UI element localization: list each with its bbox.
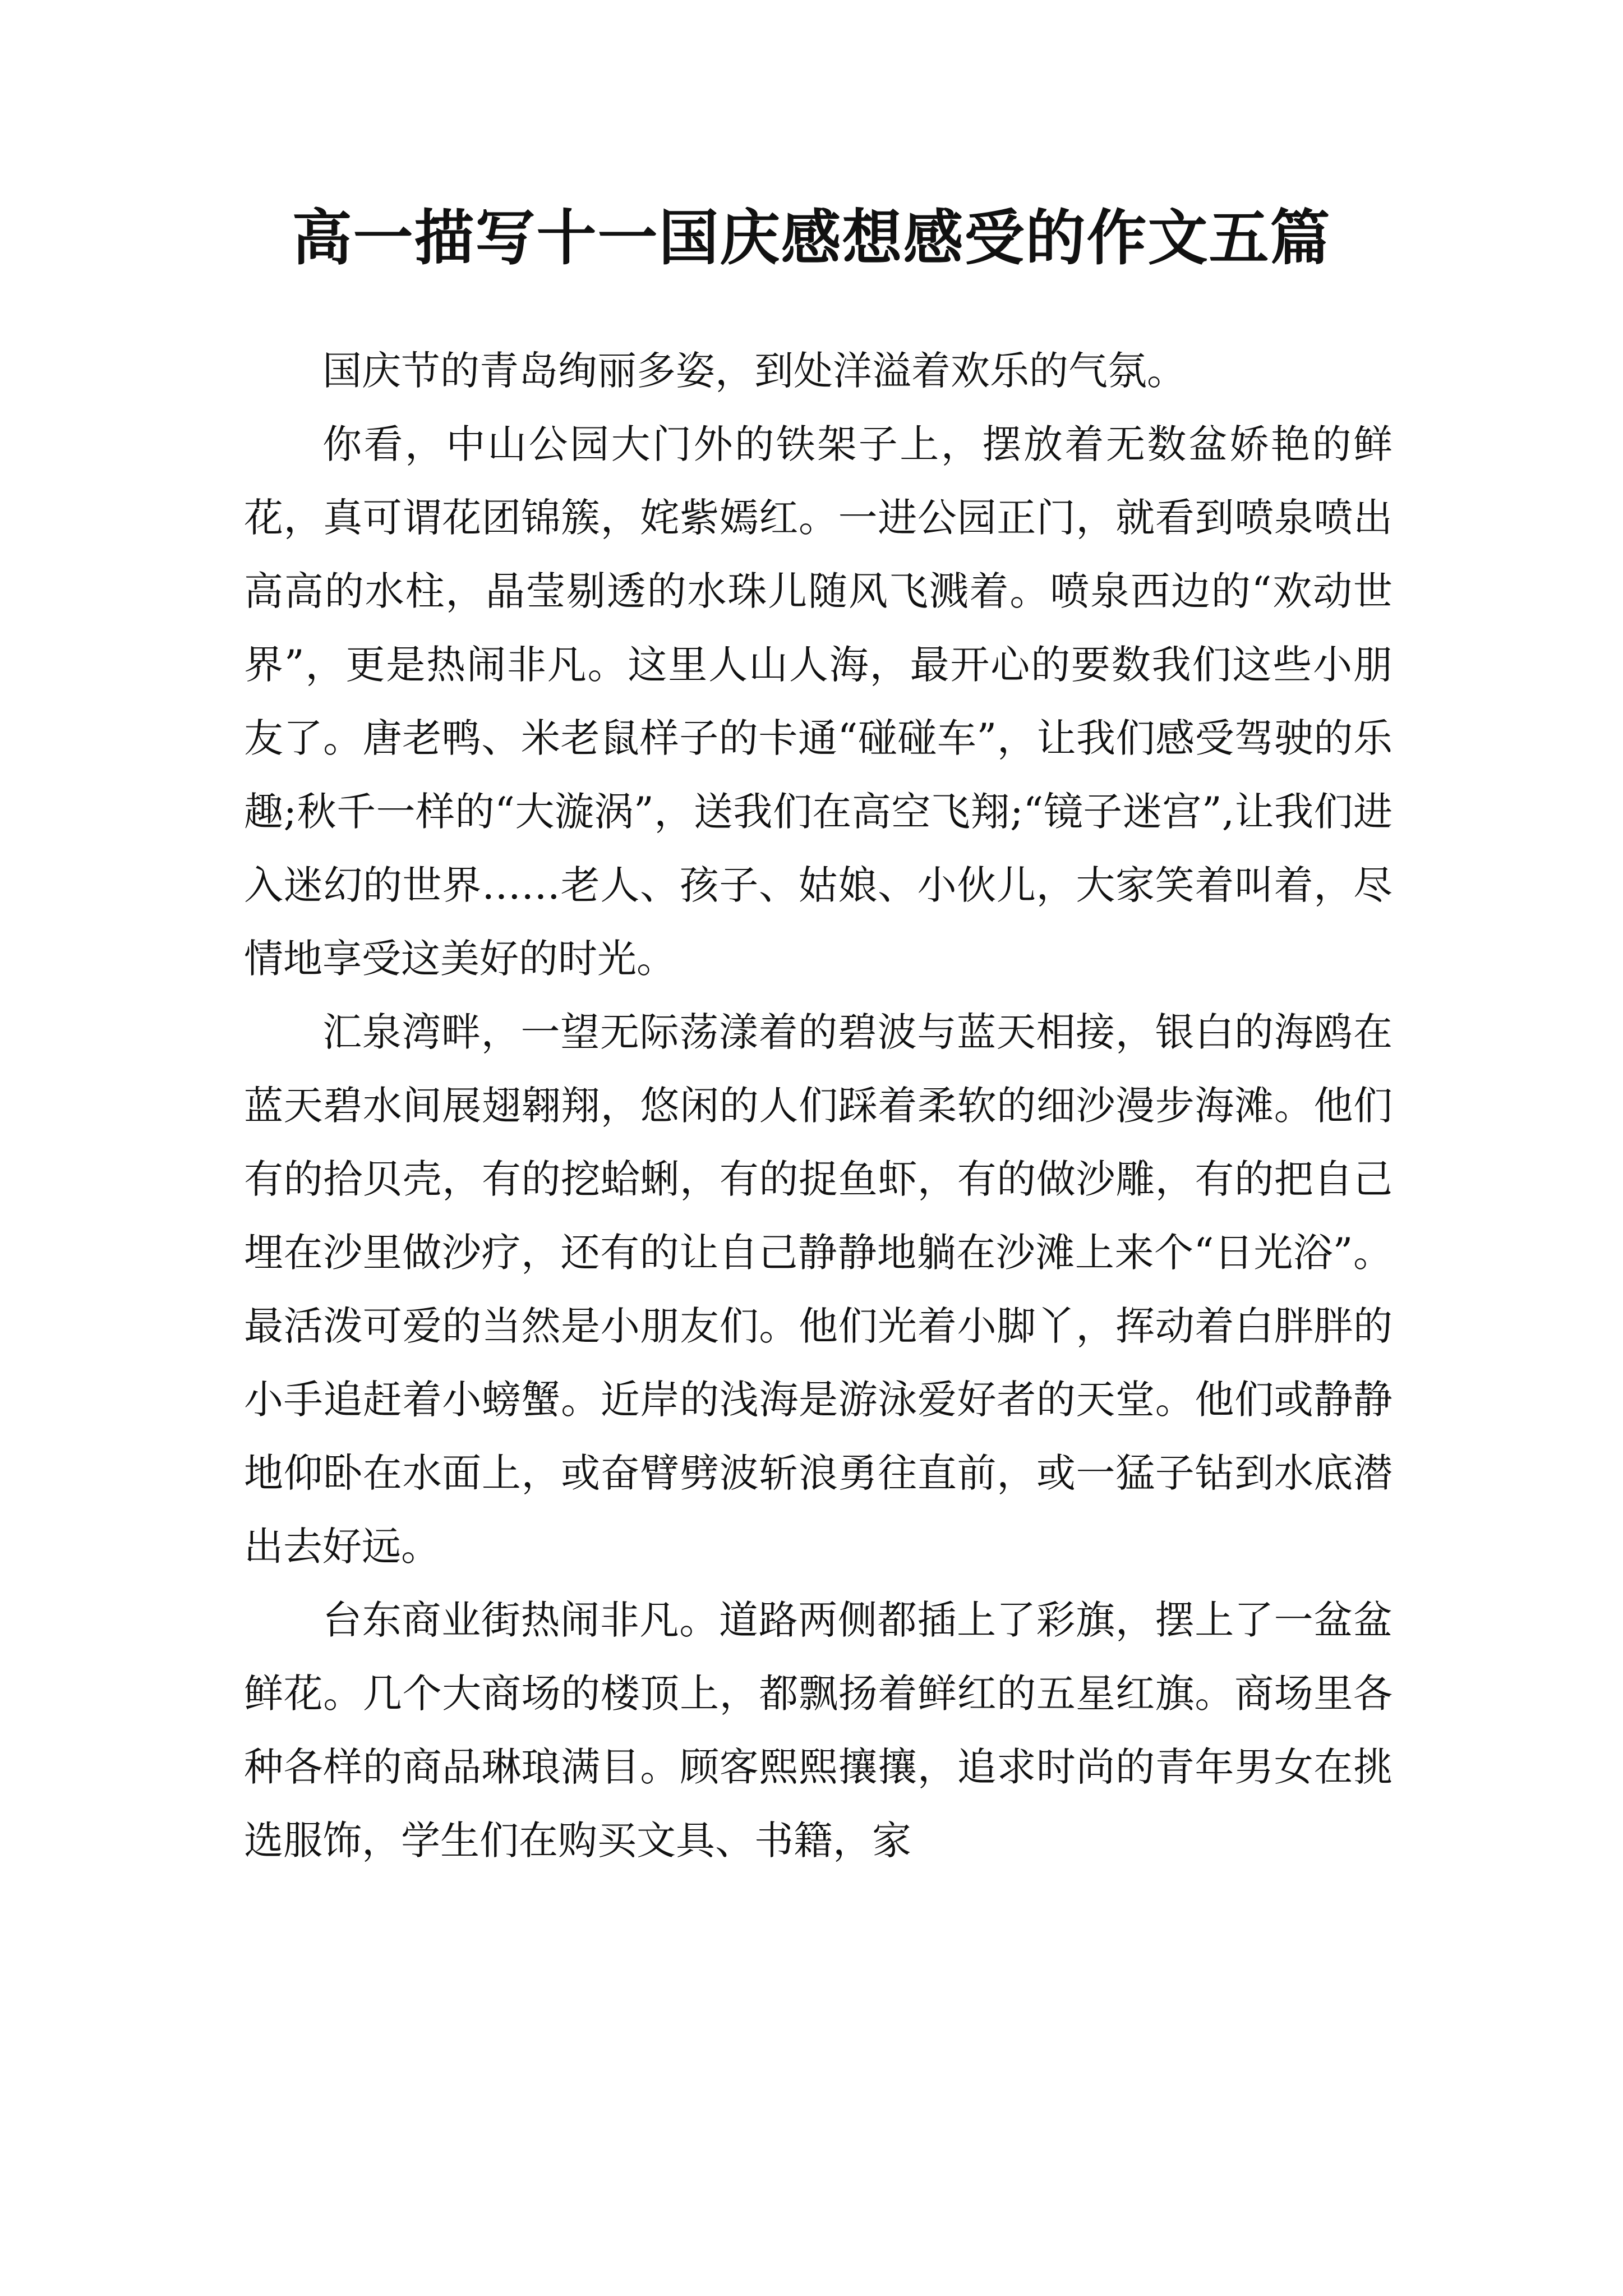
paragraph-2: 你看，中山公园大门外的铁架子上，摆放着无数盆娇艳的鲜花，真可谓花团锦簇，姹紫嫣红。一进公园正门，就看到喷泉喷出高高的水柱，晶莹剔透的水珠儿随风飞溅着。喷泉西边的“欢动世界”，更是热闹非凡。这里人山人海，最开心的要数我们这些小朋友了。唐老鸭、米老鼠样子的卡通“碰碰车”，让我们感受驾驶的乐趣;秋千一样的“大漩涡”，送我们在高空飞翔;“镜子迷宫”,让我们进入迷幻的世界……老人、孩子、姑娘、小伙儿，大家笑着叫着，尽情地享受这美好的时光。 bbox=[244, 421, 1393, 982]
paragraph-3: 汇泉湾畔，一望无际荡漾着的碧波与蓝天相接，银白的海鸥在蓝天碧水间展翅翱翔，悠闲的人们踩着柔软的细沙漫步海滩。他们有的拾贝壳，有的挖蛤蜊，有的捉鱼虾，有的做沙雕，有的把自己埋在沙里做沙疗，还有的让自己静静地躺在沙滩上来个“日光浴”。最活泼可爱的当然是小朋友们。他们光着小脚丫，挥动着白胖胖的小手追赶着小螃蟹。近岸的浅海是游泳爱好者的天堂。他们或静静地仰卧在水面上，或奋臂劈波斩浪勇往直前，或一猛子钻到水底潜出去好远。 bbox=[244, 1009, 1393, 1570]
paragraph-1: 国庆节的青岛绚丽多姿，到处洋溢着欢乐的气氛。 bbox=[322, 348, 1186, 394]
paragraph-4: 台东商业街热闹非凡。道路两侧都插上了彩旗，摆上了一盆盆鲜花。几个大商场的楼顶上，都飘扬着鲜红的五星红旗。商场里各种各样的商品琳琅满目。顾客熙熙攘攘，追求时尚的青年男女在挑选服饰，学生们在购买文具、书籍，家 bbox=[244, 1597, 1393, 1864]
document-title: 高一描写十一国庆感想感受的作文五篇 bbox=[292, 203, 1331, 273]
document-body bbox=[244, 334, 1393, 1878]
